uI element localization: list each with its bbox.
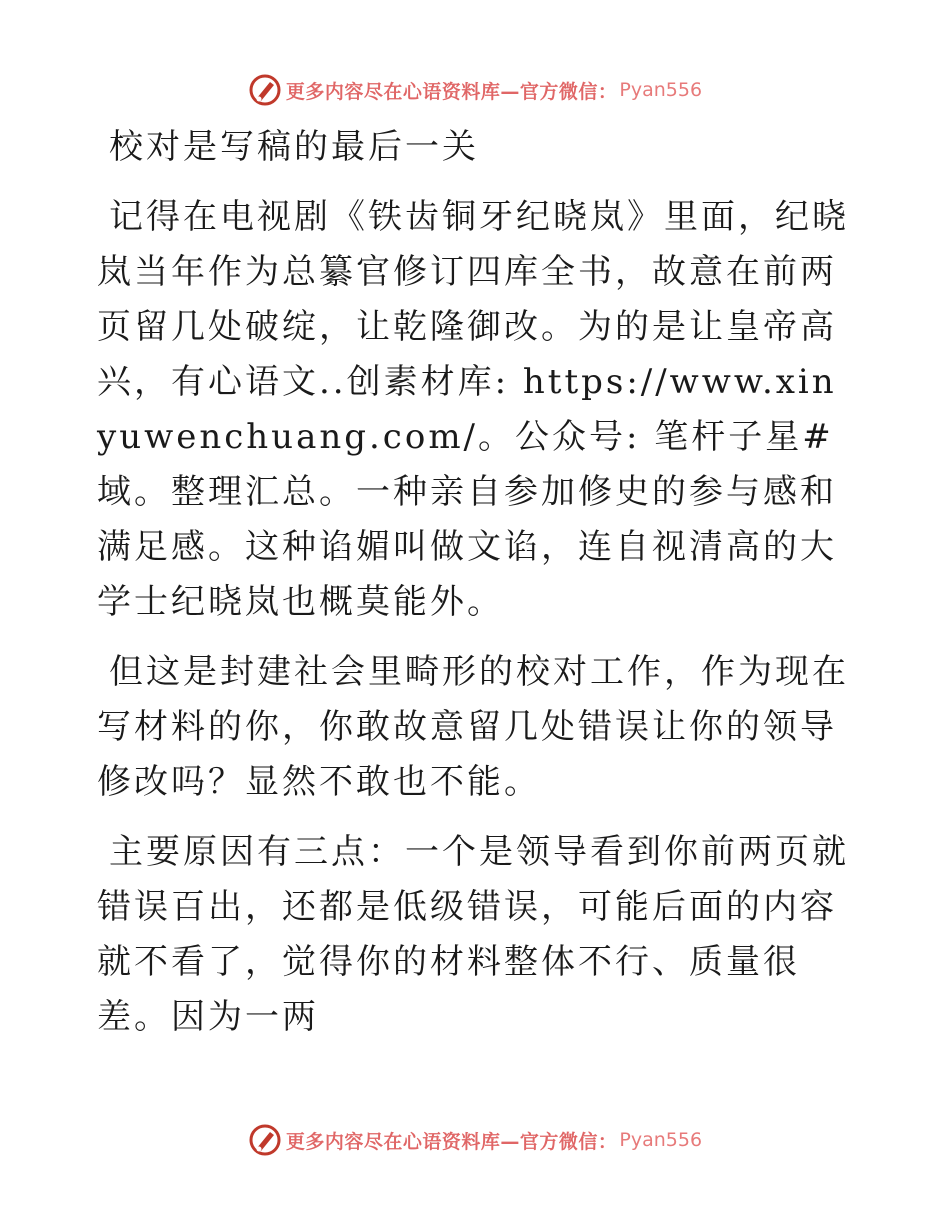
document-body [97, 120, 857, 1060]
banner-wechat-id: Pyan556 [619, 1129, 703, 1151]
banner-text: 更多内容尽在心语资料库—官方微信： [285, 80, 618, 103]
pen-logo-icon [248, 1123, 282, 1157]
paragraph-2: 但这是封建社会里畸形的校对工作，作为现在写材料的你，你敢故意留几处错误让你的领导修改吗？显然不敢也不能。 [97, 652, 849, 802]
banner-text: 更多内容尽在心语资料库—官方微信： [285, 1130, 618, 1153]
banner-wechat-id: Pyan556 [619, 79, 703, 101]
document-title: 校对是写稿的最后一关 [109, 127, 479, 167]
header-banner [0, 70, 950, 110]
footer-banner [0, 1120, 950, 1160]
paragraph-3: 主要原因有三点：一个是领导看到你前两页就错误百出，还都是低级错误，可能后面的内容就不看了，觉得你的材料整体不行、质量很差。因为一两 [97, 832, 849, 1037]
pen-logo-icon [248, 73, 282, 107]
paragraph-1: 记得在电视剧《铁齿铜牙纪晓岚》里面，纪晓岚当年作为总纂官修订四库全书，故意在前两页留几处破绽，让乾隆御改。为的是让皇帝高兴，有心语文..创素材库: https://www.xinyuwenchuang.com/。公众号: 笔杆子星#域。整理汇总。一种亲自参加修史的参与感和满足感。这种谄媚叫做文谄，连自视清高的大学士纪晓岚也概莫能外。 [97, 197, 849, 622]
